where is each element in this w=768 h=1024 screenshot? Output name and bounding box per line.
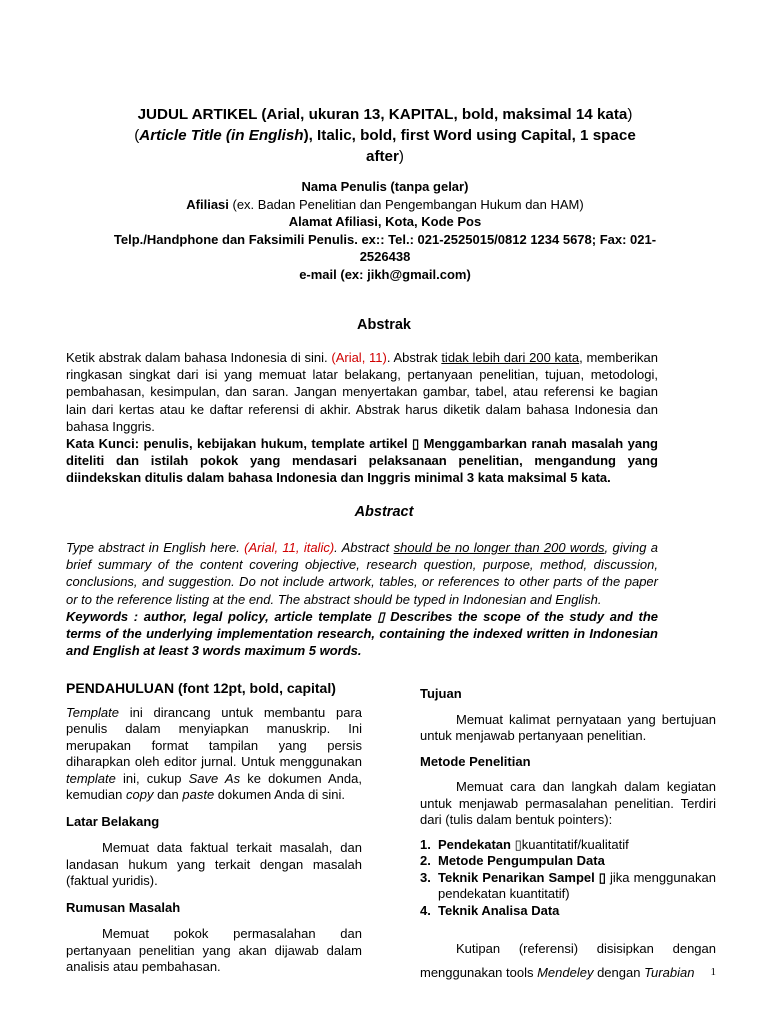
article-title bbox=[60, 104, 710, 167]
intro-copy: copy bbox=[125, 787, 154, 802]
title-after: after bbox=[366, 148, 399, 165]
pendahuluan-heading: PENDAHULUAN (font 12pt, bold, capital) bbox=[66, 680, 336, 696]
abstrak-heading: Abstrak bbox=[357, 317, 411, 333]
intro-text-4: dan bbox=[153, 787, 183, 802]
intro-text-5: dokumen Anda di sini. bbox=[214, 787, 345, 802]
author-block bbox=[60, 178, 710, 283]
list-number: 2. bbox=[420, 853, 431, 868]
intro-save-as: Save As bbox=[188, 770, 241, 786]
tujuan-text: Memuat kalimat pernyataan yang bertujuan untuk menjawab pertanyaan penelitian. bbox=[420, 711, 716, 743]
intro-template-2: template bbox=[66, 770, 116, 786]
abstrak-font-note: (Arial, 11) bbox=[331, 350, 387, 365]
list-item-text: ▯kuantitatif/kualitatif bbox=[514, 836, 629, 852]
right-column bbox=[420, 686, 716, 981]
intro-text-1: ini dirancang untuk membantu para penulis dalam menyiapkan manuskrip. Ini merupakan format tampilan yang persis diharapkan oleh editor jurnal. Untuk menggunakan bbox=[66, 704, 362, 769]
abstract-text-b: . Abstract bbox=[334, 540, 394, 555]
list-item-title: Teknik Penarikan Sampel ▯ bbox=[438, 869, 606, 885]
list-item bbox=[420, 903, 716, 920]
intro-text-3: ke dokumen Anda, kemudian bbox=[66, 770, 362, 802]
metode-penelitian-text: Memuat cara dan langkah dalam kegiatan untuk menjawab permasalahan penelitian. Terdiri dari (tulis dalam bentuk pointers): bbox=[420, 779, 716, 827]
intro-text-2: ini, cukup bbox=[115, 770, 189, 786]
list-number: 4. bbox=[420, 902, 431, 918]
abstrak-text-c: , memberikan ringkasan singkat dari isi yang memuat latar belakang, pertanyaan penelitian, tujuan, metodologi, pembahasan, kesimpulan, dan saran. Jangan menyertakan gambar, tabel, atau referensi ke bagian lain dari kertas atau ke daftar referensi di akhir. Abstrak harus diketik dalam bahasa Indonesia dan bahasa Inggris. bbox=[66, 350, 658, 434]
kutipan-turabian: Turabian bbox=[644, 964, 695, 980]
pendahuluan-text bbox=[66, 705, 362, 804]
keywords: Keywords : author, legal policy, article template ▯ Describes the scope of the study and the terms of the underlying implementation research, containing the indexed written in Indonesian and English at least 3 words maximum 5 words. bbox=[66, 608, 658, 659]
title-english: Article Title (in English bbox=[139, 127, 304, 144]
latar-belakang-heading: Latar Belakang bbox=[66, 813, 160, 829]
list-item-text: jika menggunakan pendekatan kuantitatif) bbox=[438, 869, 716, 901]
affiliation-address: Alamat Afiliasi, Kota, Kode Pos bbox=[288, 214, 482, 229]
rumusan-masalah-heading: Rumusan Masalah bbox=[66, 899, 181, 915]
affiliation-label: Afiliasi bbox=[186, 196, 229, 212]
kutipan-tools: menggunakan tools bbox=[420, 964, 538, 980]
abstract-text-c: , giving a brief summary of the content covering objective, research question, purpose, method, discussion, conclusions, and suggestion. Do not include artwork, tables, or references to other parts of the paper or to the reference listing at the end. The abstract should be typed in Indonesian and English. bbox=[66, 540, 658, 607]
list-number: 1. bbox=[420, 836, 431, 852]
list-item bbox=[420, 870, 716, 903]
left-column bbox=[66, 680, 362, 976]
metode-list bbox=[420, 837, 716, 920]
abstract-limit: should be no longer than 200 words bbox=[393, 540, 605, 555]
kutipan-text-b bbox=[420, 965, 716, 982]
metode-penelitian-heading: Metode Penelitian bbox=[420, 753, 531, 769]
abstrak-text-a: Ketik abstrak dalam bahasa Indonesia di sini. bbox=[66, 350, 332, 365]
kutipan-mendeley: Mendeley bbox=[537, 964, 594, 980]
page-number: 1 bbox=[710, 966, 716, 978]
intro-template-1: Template bbox=[66, 704, 119, 720]
abstrak-text-b: . Abstrak bbox=[386, 350, 442, 365]
list-item-title: Pendekatan bbox=[438, 836, 515, 852]
title-open: ( bbox=[134, 127, 140, 144]
affiliation-text: (ex. Badan Penelitian dan Pengembangan Hukum dan HAM) bbox=[228, 196, 584, 212]
author-name: Nama Penulis (tanpa gelar) bbox=[301, 179, 469, 194]
abstract-font-note: (Arial, 11, italic) bbox=[244, 540, 335, 555]
kutipan-dengan: dengan bbox=[593, 964, 645, 980]
intro-paste: paste bbox=[182, 787, 215, 802]
title-after-close: ) bbox=[398, 148, 404, 165]
email: e-mail (ex: jikh@gmail.com) bbox=[299, 266, 471, 282]
kutipan-text-a: Kutipan (referensi) disisipkan dengan bbox=[456, 941, 716, 956]
rumusan-masalah-text: Memuat pokok permasalahan dan pertanyaan penelitian yang akan dijawab dalam analisis atau pembahasan. bbox=[66, 926, 362, 974]
list-item bbox=[420, 837, 716, 854]
abstrak-limit: tidak lebih dari 200 kata bbox=[441, 350, 580, 365]
list-number: 3. bbox=[420, 869, 431, 885]
list-item bbox=[420, 853, 716, 870]
latar-belakang-text: Memuat data faktual terkait masalah, dan landasan hukum yang terkait dengan masalah (faktual yuridis). bbox=[66, 840, 362, 888]
abstract-body bbox=[66, 539, 658, 659]
abstrak-body bbox=[66, 349, 658, 487]
abstract-text-a: Type abstract in English here. bbox=[66, 540, 245, 555]
title-main: JUDUL ARTIKEL bbox=[137, 106, 258, 123]
title-note: (Arial, ukuran 13, KAPITAL, bold, maksimal 14 kata bbox=[257, 106, 628, 123]
phone-line-2: 2526438 bbox=[359, 249, 411, 264]
phone-line-1: Telp./Handphone dan Faksimili Penulis. ex:: Tel.: 021-2525015/0812 1234 5678; Fax: 021- bbox=[113, 231, 657, 247]
tujuan-heading: Tujuan bbox=[420, 686, 462, 701]
abstract-heading: Abstract bbox=[354, 504, 414, 520]
title-english-note: ), Italic, bold, first Word using Capital, 1 space bbox=[303, 127, 636, 144]
list-item-title: Teknik Analisa Data bbox=[438, 902, 560, 918]
list-item-title: Metode Pengumpulan Data bbox=[438, 853, 605, 868]
kata-kunci: Kata Kunci: penulis, kebijakan hukum, template artikel ▯ Menggambarkan ranah masalah yang diteliti dan istilah pokok yang mendasari pelaksanaan penelitian, mengandung yang diindekskan ditulis dalam bahasa Indonesia dan Inggris minimal 3 kata maksimal 5 kata. bbox=[66, 436, 658, 486]
title-close: ) bbox=[627, 106, 633, 123]
